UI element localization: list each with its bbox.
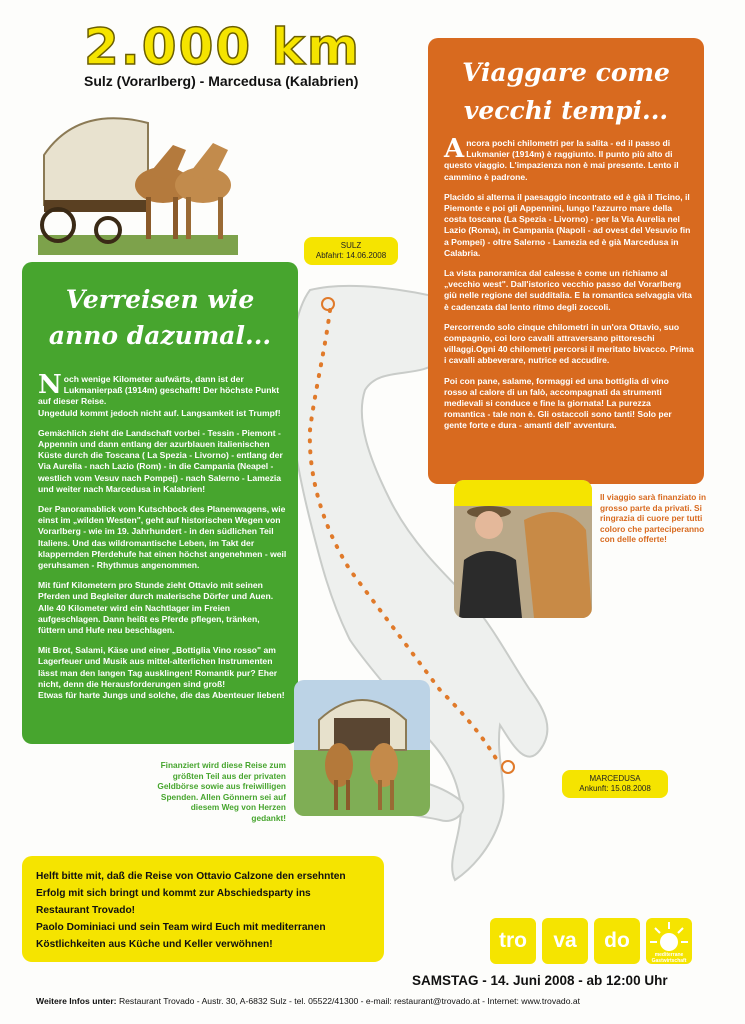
logo-part-3: do — [594, 918, 640, 964]
end-date: Ankunft: 15.08.2008 — [579, 784, 651, 793]
german-funding-note: Finanziert wird diese Reise zum größten Teil aus der privaten Geldbörse sowie aus freiwilligen Spenden. Allen Gönnern sei auf diesem Weg von Herzen gedankt! — [157, 760, 286, 823]
german-dropcap: N — [38, 370, 62, 400]
italian-paragraph-2: Placido si alterna il paesaggio incontrato ed è già il Ticino, il Piemonte e poi gli Appennini, lungo l'azzurro mare della costa toscana (La Spezia - Livorno) - per la Via Aurelia nel Lazio (Roma), in Campania (Napoli - ad ovest del Vesuvio fin a Pompei) - oltre Salerno - Lamezia ed è già Marcedusa in Calabria. — [444, 191, 691, 258]
german-paragraph-1: och wenige Kilometer aufwärts, dann ist der Lukmanierpaß (1914m) geschafft! Der höchste Punkt auf dieser Reise. — [38, 374, 280, 407]
italian-paragraph-4: Percorrendo solo cinque chilometri in un'ora Ottavio, suo compagnio, coi loro cavalli attraversano pittoreschi villaggi.Ogni 40 chilometri percorsi il meritato bivacco. Prima i cavalli abbeverare, nutrice ed accudire. — [444, 321, 694, 366]
german-paragraph-2: Gemächlich zieht die Landschaft vorbei - Tessin - Piemont - Appennin und dann entlang der azurblauen italienischen Küste durch die Toscana ( La Spezia - Livorno) - entlang der Via Aurelia - nach Lazio (Rom) - in die Campania (Neapel - westlich vom Vesuv nach Pompej) - nach Salerno - Lamezia und weiter nach Marcedusa in Kalabrien! — [38, 427, 283, 494]
invitation-line-2: Restaurant Trovado! — [36, 905, 136, 916]
german-paragraph-5: Mit Brot, Salami, Käse und einer „Bottiglia Vino rosso" am Lagerfeuer und Musik aus mittel-alterlichen Instrumenten lässt man den langen Tag ausklingen! Romantik pur? Eher nicht, denn die Herausforderungen sind groß! — [38, 645, 278, 689]
footer-text: Restaurant Trovado - Austr. 30, A-6832 Sulz - tel. 05522/41300 - e-mail: restaurant@trovado.at - Internet: www.trovado.at — [118, 996, 581, 1006]
german-text-panel — [22, 262, 298, 744]
italian-body — [444, 134, 694, 441]
start-date: Abfahrt: 14.06.2008 — [315, 251, 387, 260]
page-title: 2.000 km — [84, 18, 361, 76]
sun-logo-icon — [646, 918, 692, 964]
italian-paragraph-5: Poi con pane, salame, formaggi ed una bottiglia di vino rosso al calore di un falò, accompagnati da strumenti medievali si conduce e fine la giornata! La purezza romantica - tale non è. Gli ostaccoli sono tanti! Solo per gente forte e dura - amanti dell' avventura. — [444, 375, 672, 431]
german-body — [38, 370, 288, 710]
german-paragraph-1b: Ungeduld kommt jedoch nicht auf. Langsamkeit ist Trumpf! — [38, 407, 281, 418]
italian-text-panel — [428, 38, 704, 484]
german-paragraph-5b: Etwas für harte Jungs und solche, die das Abenteuer lieben! — [38, 690, 285, 701]
party-invitation-box — [22, 856, 384, 962]
german-paragraph-3: Der Panoramablick vom Kutschbock des Planenwagens, wie einst im „wilden Westen", geht auf historischen Wegen von Vorarlberg - wie im 19. Jahrhundert - in den südlichen Teil Italiens. Und das wildromantische Leben, im Takt der klappernden Pferdehufe hat einen höchst angenehmen - weil geruhsamen - Rhythmus angenommen. — [38, 504, 287, 571]
end-name: MARCEDUSA — [589, 774, 641, 783]
italian-paragraph-3: La vista panoramica dal calesse è come un richiamo al „vecchio west". Dall'istorico vecchio passo del Vorarlberg giù nelle regione del sudditalia. E la romantica selvaggia vita è cadenzata dal lento ritmo degli zoccoli. — [444, 268, 692, 312]
italian-paragraph-1: ncora pochi chilometri per la salita - ed il passo di Lukmanier (1914m) è raggiunto. Il punto più alto di questo viaggio. L'impazienza non è mai presente. Lento il cammino è padrone. — [444, 138, 679, 182]
german-paragraph-4: Mit fünf Kilometern pro Stunde zieht Ottavio mit seinen Pferden und Begleiter durch malerische Dörfer und Auen. Alle 40 Kilometer wird ein Nachtlager im Freien aufgeschlagen. Dann heißt es Pferde pflegen, tränken, füttern und Hufe neu beschlagen. — [38, 580, 274, 636]
start-name: SULZ — [340, 241, 362, 250]
italian-heading-line2: vecchi tempi... — [463, 96, 669, 125]
logo-part-1: tro — [490, 918, 536, 964]
invitation-line-3: Paolo Dominiaci und sein Team wird Euch mit mediterranen Köstlichkeiten aus Küche und Keller verwöhnen! — [36, 922, 326, 950]
route-subtitle: Sulz (Vorarlberg) - Marcedusa (Kalabrien) — [84, 73, 359, 89]
german-heading-line1: Verreisen wie — [65, 285, 255, 314]
logo-tagline: mediterrane Gastwirtschaft — [651, 952, 687, 964]
trovado-logo — [490, 918, 692, 966]
italian-heading-line1: Viaggare come — [462, 58, 670, 87]
footer-contact — [36, 996, 580, 1006]
invitation-line-1: Helft bitte mit, daß die Reise von Ottavio Calzone den ersehnten Erfolg mit sich bringt und kommt zur Abschiedsparty ins — [36, 871, 346, 899]
event-date: SAMSTAG - 14. Juni 2008 - ab 12:00 Uhr — [412, 973, 668, 988]
end-location-label — [562, 770, 668, 798]
german-heading — [22, 282, 298, 354]
man-with-horse-photo — [454, 480, 592, 618]
wagon-front-photo — [294, 680, 430, 816]
horse-carriage-photo — [38, 105, 238, 255]
italian-heading — [428, 54, 704, 130]
start-location-label — [304, 237, 398, 265]
logo-part-2: va — [542, 918, 588, 964]
footer-label: Weitere Infos unter: — [36, 996, 117, 1006]
italian-dropcap: A — [444, 134, 465, 164]
italian-funding-note: Il viaggio sarà finanziato in grosso parte da privati. Si ringrazia di cuore per tutti coloro che parteciperanno con delle offerte! — [600, 492, 707, 544]
german-heading-line2: anno dazumal... — [48, 321, 272, 350]
